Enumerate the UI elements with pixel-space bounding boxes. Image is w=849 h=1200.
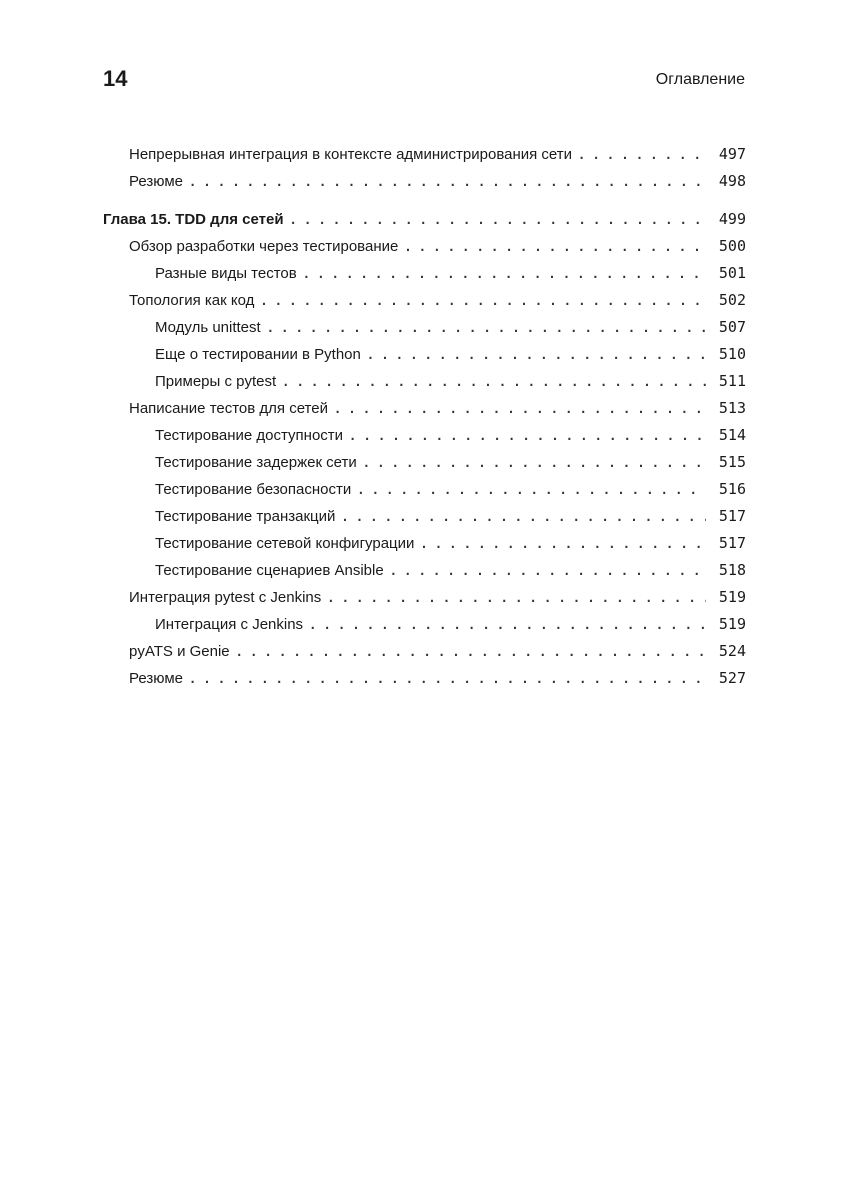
toc-entry — [103, 584, 746, 611]
toc-entry — [103, 314, 746, 341]
toc-entry — [103, 665, 746, 692]
toc-entry-title: Примеры с pytest — [155, 373, 277, 390]
toc-entry-title: Интеграция pytest с Jenkins — [129, 589, 322, 606]
toc-entry-title: Модуль unittest — [155, 319, 261, 336]
dot-leader — [578, 141, 706, 169]
toc-entry-page: 518 — [718, 561, 746, 579]
dot-leader — [390, 557, 706, 585]
toc-entry — [103, 530, 746, 557]
toc-entry-page: 517 — [718, 534, 746, 552]
toc-entry-title: Тестирование транзакций — [155, 508, 336, 525]
toc-entry-page: 501 — [718, 264, 746, 282]
dot-leader — [309, 611, 706, 639]
toc-entry-title: Тестирование безопасности — [155, 481, 352, 498]
toc-entry-page: 497 — [718, 145, 746, 163]
toc-entry-page: 499 — [718, 210, 746, 228]
dot-leader — [189, 168, 706, 196]
dot-leader — [404, 233, 706, 261]
dot-leader — [420, 530, 706, 558]
dot-leader — [236, 638, 706, 666]
dot-leader — [334, 395, 706, 423]
toc-entry-page: 516 — [718, 480, 746, 498]
toc-entry — [103, 260, 746, 287]
toc-entry-page: 510 — [718, 345, 746, 363]
toc-entry-page: 519 — [718, 588, 746, 606]
toc-entry-page: 498 — [718, 172, 746, 190]
toc-entry-title: Интеграция с Jenkins — [155, 616, 304, 633]
toc-entry — [103, 449, 746, 476]
toc-entry-page: 507 — [718, 318, 746, 336]
toc-entry-title: Тестирование доступности — [155, 427, 344, 444]
toc-entry-page: 527 — [718, 669, 746, 687]
toc-entry-title: pyATS и Genie — [129, 643, 230, 660]
dot-leader — [327, 584, 706, 612]
toc-chapter-title: Глава 15. TDD для сетей — [103, 211, 284, 228]
toc-entry — [103, 395, 746, 422]
toc-entry-title: Топология как код — [129, 292, 255, 309]
toc-entry-page: 517 — [718, 507, 746, 525]
dot-leader — [290, 206, 706, 234]
toc-entry-title: Резюме — [129, 173, 183, 190]
toc-entry-page: 500 — [718, 237, 746, 255]
dot-leader — [341, 503, 706, 531]
toc-entry-page: 515 — [718, 453, 746, 471]
running-header: Оглавление — [655, 71, 745, 88]
dot-leader — [260, 287, 706, 315]
toc-entry — [103, 141, 746, 168]
dot-leader — [357, 476, 706, 504]
toc-entry-page: 502 — [718, 291, 746, 309]
toc-entry — [103, 557, 746, 584]
toc-entry-title: Резюме — [129, 670, 183, 687]
dot-leader — [189, 665, 706, 693]
toc-entry-page: 513 — [718, 399, 746, 417]
toc-entry — [103, 611, 746, 638]
dot-leader — [267, 314, 706, 342]
dot-leader — [367, 341, 706, 369]
toc-entry-title: Тестирование сетевой конфигурации — [155, 535, 415, 552]
dot-leader — [303, 260, 706, 288]
toc-entry-title: Обзор разработки через тестирование — [129, 238, 399, 255]
toc-entry — [103, 503, 746, 530]
toc-entry — [103, 638, 746, 665]
toc-entry — [103, 476, 746, 503]
toc-entry-page: 519 — [718, 615, 746, 633]
toc-chapter-entry — [103, 206, 746, 233]
toc-entry-title: Тестирование задержек сети — [155, 454, 357, 471]
toc-entry — [103, 368, 746, 395]
toc-entry-title: Тестирование сценариев Ansible — [155, 562, 384, 579]
table-of-contents — [103, 141, 746, 692]
toc-entry-title: Написание тестов для сетей — [129, 400, 328, 417]
toc-entry-page: 514 — [718, 426, 746, 444]
toc-entry-page: 511 — [718, 372, 746, 390]
toc-entry-title: Еще о тестировании в Python — [155, 346, 361, 363]
page-number: 14 — [103, 66, 128, 91]
toc-entry — [103, 341, 746, 368]
dot-leader — [349, 422, 706, 450]
dot-leader — [282, 368, 706, 396]
toc-entry — [103, 168, 746, 195]
toc-entry — [103, 422, 746, 449]
toc-entry-page: 524 — [718, 642, 746, 660]
dot-leader — [363, 449, 706, 477]
toc-entry — [103, 233, 746, 260]
toc-entry-title: Непрерывная интеграция в контексте администрирования сети — [129, 146, 573, 163]
toc-entry-title: Разные виды тестов — [155, 265, 297, 282]
toc-entry — [103, 287, 746, 314]
